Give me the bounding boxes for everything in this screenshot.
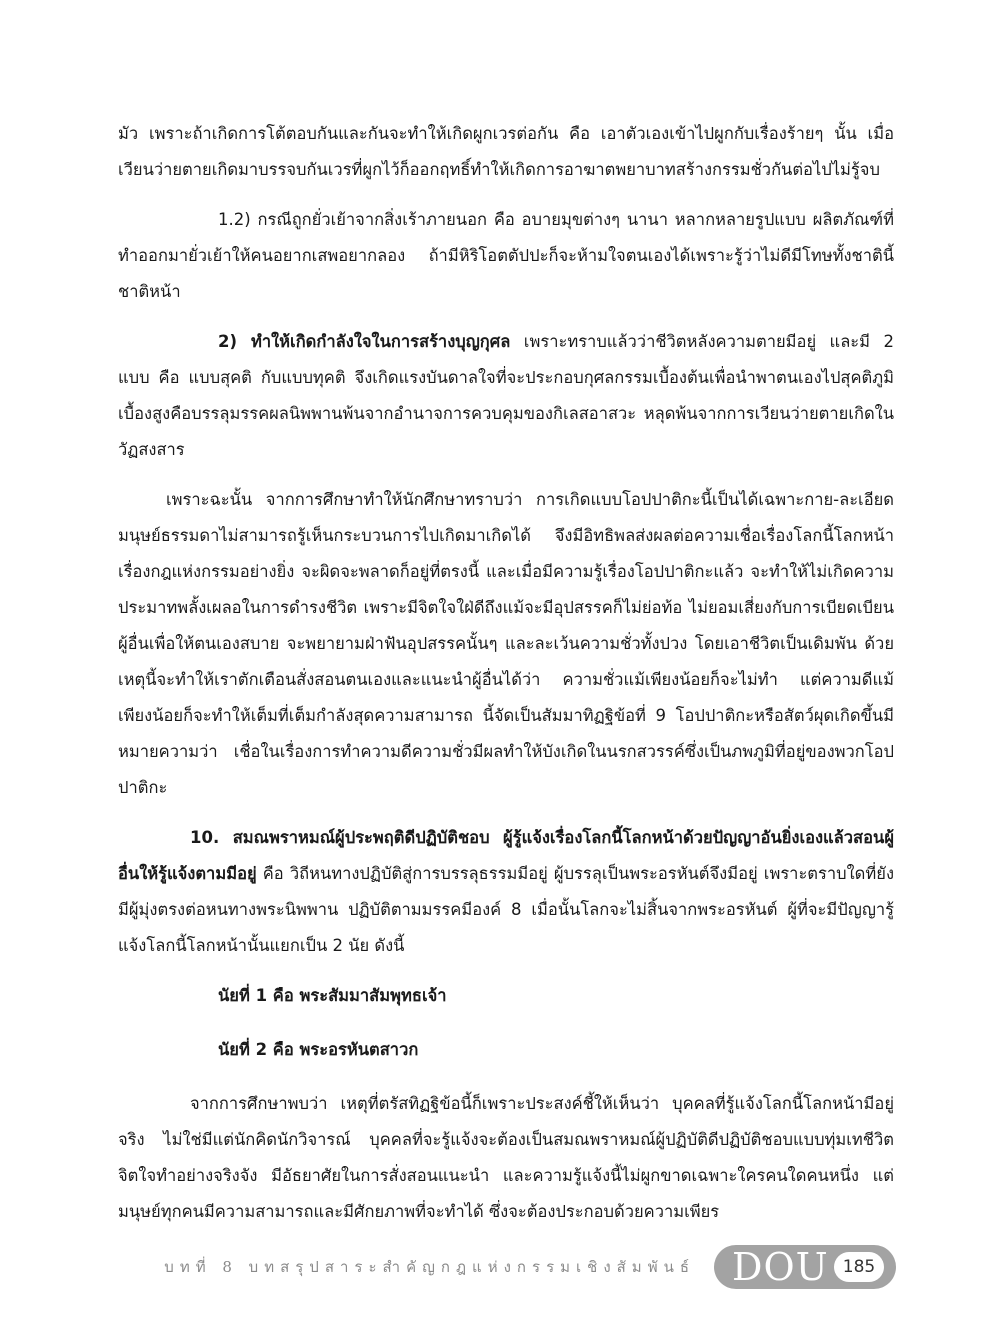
paragraph-3-text: เพราะทราบแล้วว่าชีวิตหลังความตายมีอยู่ และมี 2 แบบ คือ แบบสุคติ กับแบบทุคติ จึงเกิดแรงบันดาลใจที่จะประกอบกุศลกรรมเบื้องต้นเพื่อนำพาตนเองไปสุคติภูมิ เบื้องสูงคือบรรลุมรรคผลนิพพานพ้นจากอำนาจการควบคุมของกิเลสอาสวะ หลุดพ้นจากการเวียนว่ายตายเกิดในวัฏสงสาร xyxy=(118,332,894,459)
paragraph-1: มัว เพราะถ้าเกิดการโต้ตอบกันและกันจะทำให้เกิดผูกเวรต่อกัน คือ เอาตัวเองเข้าไปผูกกับเรื่องร้ายๆ นั้น เมื่อเวียนว่ายตายเกิดมาบรรจบกันเวรที่ผูกไว้ก็ออกฤทธิ์ทำให้เกิดการอาฆาตพยาบาทสร้างกรรมชั่วกันต่อไปไม่รู้จบ xyxy=(118,124,894,179)
subheading-2: นัยที่ 2 คือ พระอรหันตสาวก xyxy=(218,1040,419,1059)
paragraph-5 xyxy=(118,820,894,964)
paragraph-5-heading: 10. สมณพราหมณ์ผู้ประพฤติดีปฏิบัติชอบ ผู้รู้แจ้งเรื่องโลกนี้โลกหน้าด้วยปัญญาอันยิ่งเองแล้วสอนผู้อื่นให้รู้แจ้งตามมีอยู่ xyxy=(118,828,894,883)
paragraph-5-text: คือ วิถีหนทางปฏิบัติสู่การบรรลุธรรมมีอยู่ ผู้บรรลุเป็นพระอรหันต์จึงมีอยู่ เพราะตราบใดที่ยังมีผู้มุ่งตรงต่อหนทางพระนิพพาน ปฏิบัติตามมรรคมีองค์ 8 เมื่อนั้นโลกจะไม่สิ้นจากพระอรหันต์ ผู้ที่จะมีปัญญารู้แจ้งโลกนี้โลกหน้านั้นแยกเป็น 2 นัย ดังนี้ xyxy=(118,864,894,955)
page-body xyxy=(118,116,894,1244)
paragraph-4: เพราะฉะนั้น จากการศึกษาทำให้นักศึกษาทราบว่า การเกิดแบบโอปปาติกะนี้เป็นได้เฉพาะกาย-ละเอียด มนุษย์ธรรมดาไม่สามารถรู้เห็นกระบวนการไปเกิดมาเกิดได้ จึงมีอิทธิพลส่งผลต่อความเชื่อเรื่องโลกนี้โลกหน้า เรื่องกฎแห่งกรรมอย่างยิ่ง จะผิดจะพลาดก็อยู่ที่ตรงนี้ และเมื่อมีความรู้เรื่องโอปปาติกะแล้ว จะทำให้ไม่เกิดความประมาทพลั้งเผลอในการดำรงชีวิต เพราะมีจิตใจใฝ่ดีถึงแม้จะมีอุปสรรคก็ไม่ย่อท้อ ไม่ยอมเสี่ยงกับการเบียดเบียนผู้อื่นเพื่อให้ตนเองสบาย จะพยายามฝ่าฟันอุปสรรคนั้นๆ และละเว้นความชั่วทั้งปวง โดยเอาชีวิตเป็นเดิมพัน ด้วยเหตุนี้จะทำให้เราตักเตือนสั่งสอนตนเองและแนะนำผู้อื่นได้ว่า ความชั่วแม้เพียงน้อยก็จะไม่ทำ แต่ความดีแม้เพียงน้อยก็จะทำให้เต็มที่เต็มกำลังสุดความสามารถ นี้จัดเป็นสัมมาทิฏฐิข้อที่ 9 โอปปาติกะหรือสัตว์ผุดเกิดขึ้นมี หมายความว่า เชื่อในเรื่องการทำความดีความชั่วมีผลทำให้บังเกิดในนรกสวรรค์ซึ่งเป็นภพภูมิที่อยู่ของพวกโอปปาติกะ xyxy=(118,490,894,797)
page-number: 185 xyxy=(834,1252,884,1282)
paragraph-3-heading: 2) ทำให้เกิดกำลังใจในการสร้างบุญกุศล xyxy=(218,332,511,351)
footer-badge xyxy=(714,1245,896,1289)
page-footer xyxy=(0,1242,1000,1292)
subheading-1: นัยที่ 1 คือ พระสัมมาสัมพุทธเจ้า xyxy=(218,986,447,1005)
brand-logo: DOU xyxy=(732,1245,829,1289)
paragraph-2: 1.2) กรณีถูกยั่วเย้าจากสิ่งเร้าภายนอก คือ อบายมุขต่างๆ นานา หลากหลายรูปแบบ ผลิตภัณฑ์ที่ทำออกมายั่วเย้าให้คนอยากเสพอยากลอง ถ้ามีหิริโอตตัปปะก็จะห้ามใจตนเองได้เพราะรู้ว่าไม่ดีมีโทษทั้งชาตินี้ชาติหน้า xyxy=(118,210,894,301)
paragraph-6: จากการศึกษาพบว่า เหตุที่ตรัสทิฏฐิข้อนี้ก็เพราะประสงค์ชี้ให้เห็นว่า บุคคลที่รู้แจ้งโลกนี้โลกหน้ามีอยู่จริง ไม่ใช่มีแต่นักคิดนักวิจารณ์ บุคคลที่จะรู้แจ้งจะต้องเป็นสมณพราหมณ์ผู้ปฏิบัติดีปฏิบัติชอบแบบทุ่มเทชีวิตจิตใจทำอย่างจริงจัง มีอัธยาศัยในการสั่งสอนแนะนำ และความรู้แจ้งนี้ไม่ผูกขาดเฉพาะใครคนใดคนหนึ่ง แต่มนุษย์ทุกคนมีความสามารถและมีศักยภาพที่จะทำได้ ซึ่งจะต้องประกอบด้วยความเพียร xyxy=(118,1094,894,1221)
footer-chapter-title: บทที่ 8 บทสรุปสาระสำคัญกฎแห่งกรรมเชิงสัมพันธ์ xyxy=(164,1258,695,1276)
paragraph-3 xyxy=(118,324,894,468)
